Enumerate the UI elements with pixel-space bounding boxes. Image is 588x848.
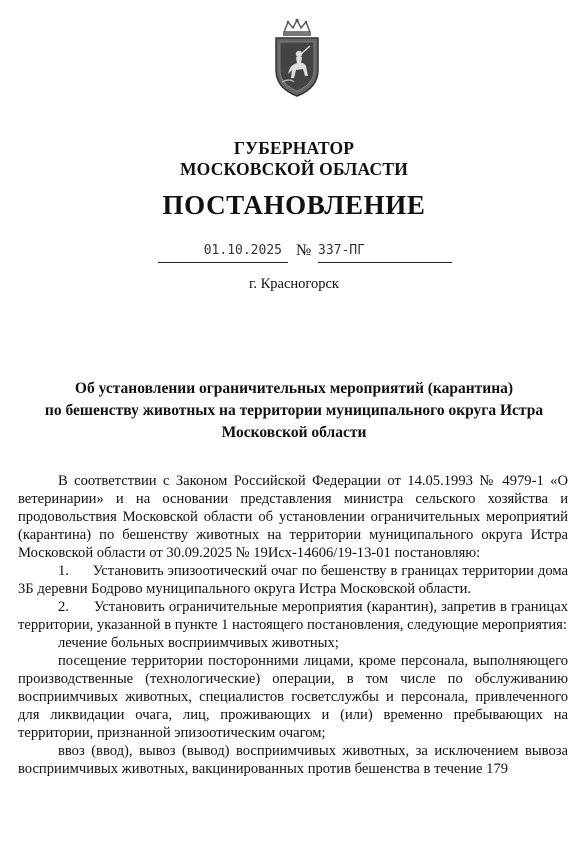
document-number-value: 337-ПГ — [318, 243, 365, 258]
document-body — [18, 472, 568, 778]
document-number — [318, 243, 452, 263]
issuing-city: г. Красногорск — [249, 276, 339, 292]
item-1-number: 1. — [58, 563, 69, 579]
issuing-authority — [0, 138, 588, 180]
item-2-text: Установить ограничительные мероприятия (карантин), запретив в границах территории, указанной в пункте 1 настоящего постановления, следующие мероприятия: — [18, 599, 569, 633]
list-item-3: ввоз (ввод), вывоз (вывод) восприимчивых животных, за исключением вывоза восприимчивых животных, вакцинированных против бешенства в течение 179 — [18, 743, 568, 777]
title-line-1: Об установлении ограничительных мероприятий (карантина) — [74, 380, 514, 397]
document-type: ПОСТАНОВЛЕНИЕ — [162, 190, 426, 220]
document-title — [20, 378, 568, 444]
list-item-1: лечение больных восприимчивых животных; — [58, 635, 339, 651]
authority-line-2: МОСКОВСКОЙ ОБЛАСТИ — [179, 159, 409, 179]
preamble-paragraph: В соответствии с Законом Российской Федерации от 14.05.1993 № 4979-1 «О ветеринарии» и на основании представления министра сельского хозяйства и продовольствия Московской области об установлении ограничительных мероприятий (карантина) по бешенству животных на территории муниципального округа Истра Московской области от 30.09.2025 № 19Исх-14606/19-13-01 постановляю: — [18, 473, 568, 561]
item-1-text: Установить эпизоотический очаг по бешенству в границах территории дома 3Б деревни Бодрово муниципального округа Истра Московской области. — [18, 563, 568, 597]
title-line-3: Московской области — [221, 424, 367, 441]
authority-line-1: ГУБЕРНАТОР — [233, 138, 355, 158]
document-date-value: 01.10.2025 — [203, 243, 282, 258]
list-item-2: посещение территории посторонними лицами, кроме персонала, выполняющего производственные (технологические) операции, в том числе по обслуживанию восприимчивых животных, специалистов госветслужбы и персонала, привлеченного для ликвидации очага, лиц, проживающих и (или) временно пребывающих на территории, признанной эпизоотическим очагом; — [18, 653, 568, 741]
item-2-number: 2. — [58, 599, 69, 615]
document-date — [158, 243, 288, 263]
item-1 — [18, 562, 568, 598]
item-2 — [18, 598, 568, 634]
number-sign: № — [296, 242, 312, 259]
title-line-2: по бешенству животных на территории муниципального округа Истра — [44, 402, 544, 419]
coat-of-arms-icon — [268, 18, 326, 98]
